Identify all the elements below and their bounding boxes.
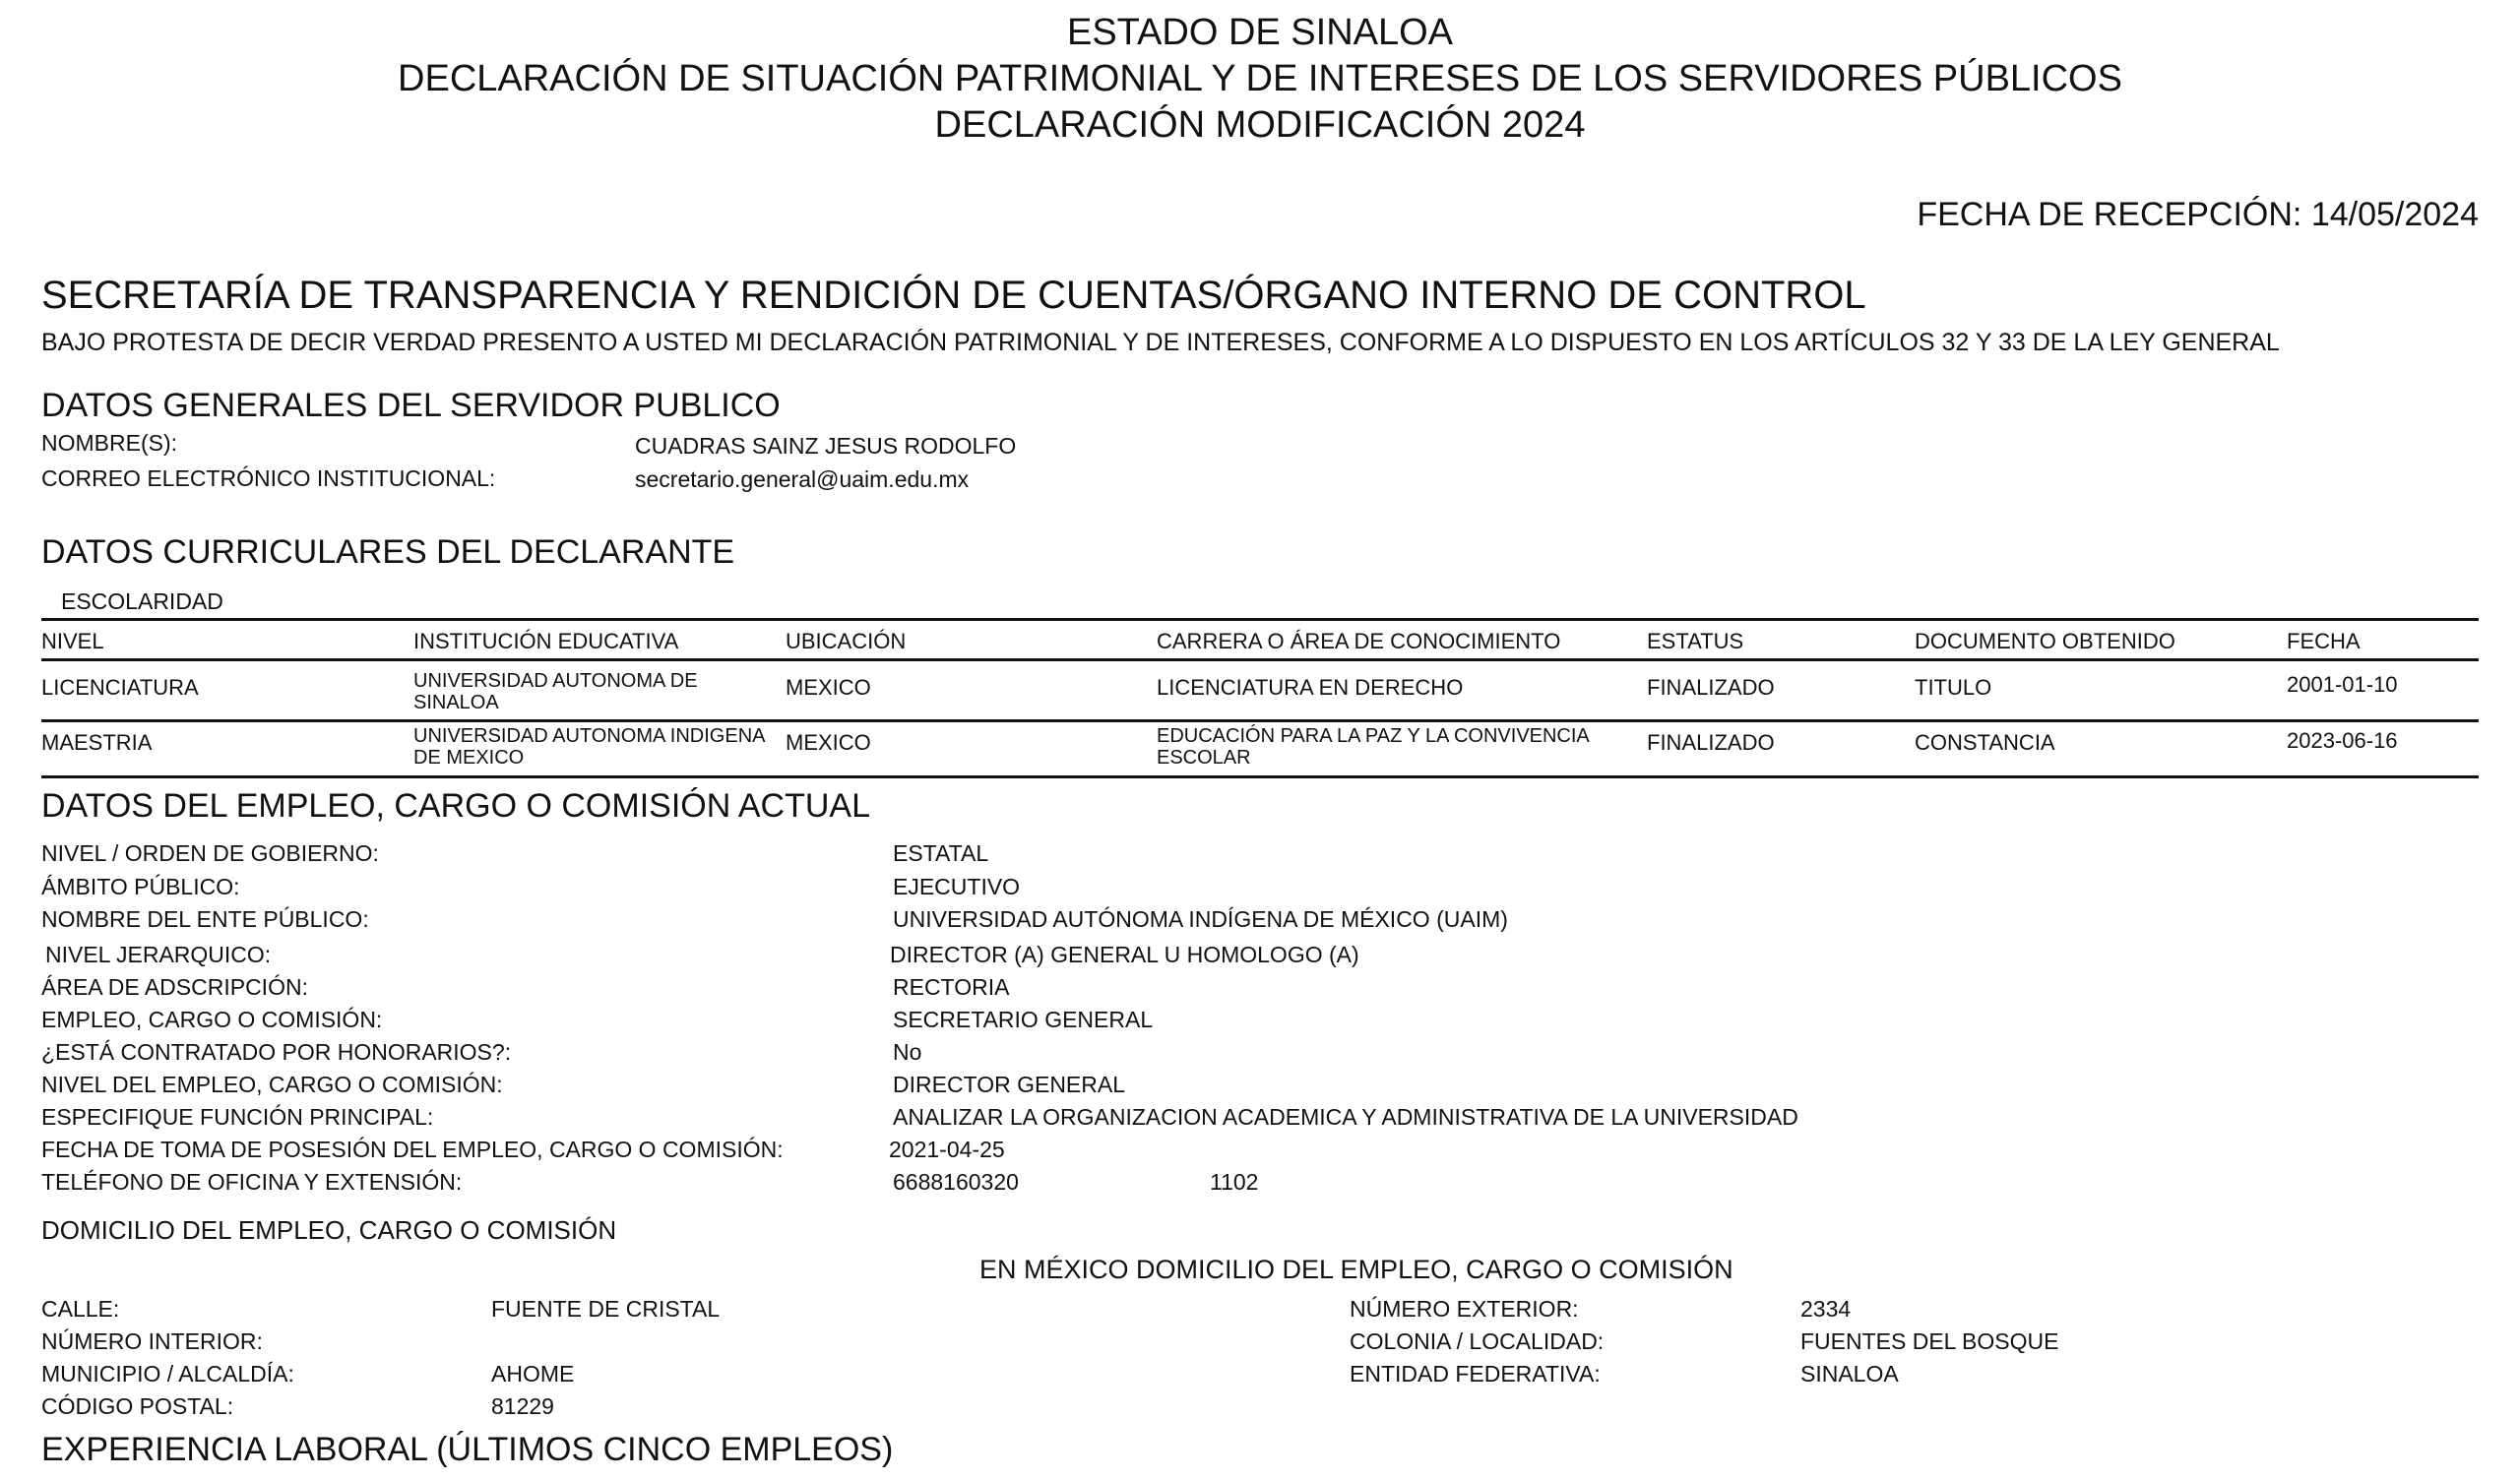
entity-name: SECRETARÍA DE TRANSPARENCIA Y RENDICIÓN DE CUENTAS/ÓRGANO INTERNO DE CONTROL: [41, 274, 1866, 317]
assignment-area-value: RECTORIA: [893, 974, 1010, 1000]
federal-entity-label: ENTIDAD FEDERATIVA:: [1350, 1361, 1601, 1387]
public-entity-label: NOMBRE DEL ENTE PÚBLICO:: [41, 906, 369, 932]
exterior-number-value: 2334: [1800, 1296, 1852, 1322]
office-phone-value: 6688160320: [893, 1169, 1019, 1195]
column-header-date: FECHA: [2287, 629, 2361, 653]
main-function-value: ANALIZAR LA ORGANIZACION ACADEMICA Y ADMINISTRATIVA DE LA UNIVERSIDAD: [893, 1104, 1798, 1130]
column-header-level: NIVEL: [41, 629, 104, 653]
government-level-label: NIVEL / ORDEN DE GOBIERNO:: [41, 840, 379, 866]
postal-code-value: 81229: [491, 1393, 554, 1419]
phone-extension-value: 1102: [1210, 1169, 1259, 1195]
colony-value: FUENTES DEL BOSQUE: [1800, 1328, 2059, 1354]
address-subheading: EN MÉXICO DOMICILIO DEL EMPLEO, CARGO O COMISIÓN: [979, 1255, 1733, 1284]
column-header-document: DOCUMENTO OBTENIDO: [1915, 629, 2175, 653]
office-phone-label: TELÉFONO DE OFICINA Y EXTENSIÓN:: [41, 1169, 463, 1195]
row-institution: UNIVERSIDAD AUTONOMA INDIGENA DE MEXICO: [413, 725, 765, 769]
government-level-value: ESTATAL: [893, 840, 989, 866]
curricular-heading: DATOS CURRICULARES DEL DECLARANTE: [41, 533, 735, 571]
schooling-subheading: ESCOLARIDAD: [61, 588, 223, 614]
column-header-career: CARRERA O ÁREA DE CONOCIMIENTO: [1157, 629, 1561, 653]
exterior-number-label: NÚMERO EXTERIOR:: [1350, 1296, 1579, 1322]
address-heading: DOMICILIO DEL EMPLEO, CARGO O COMISIÓN: [41, 1215, 617, 1245]
row-date: 2023-06-16: [2287, 728, 2398, 753]
name-label: NOMBRE(S):: [41, 430, 177, 456]
row-level: LICENCIATURA: [41, 675, 199, 700]
row-location: MEXICO: [786, 730, 871, 755]
row-document: TITULO: [1915, 675, 1992, 700]
row-status: FINALIZADO: [1647, 730, 1775, 755]
declaration-title: DECLARACIÓN DE SITUACIÓN PATRIMONIAL Y DE INTERESES DE LOS SERVIDORES PÚBLICOS: [398, 58, 2122, 99]
column-header-status: ESTATUS: [1647, 629, 1744, 653]
row-career: LICENCIATURA EN DERECHO: [1157, 675, 1464, 700]
table-top-rule: [41, 618, 2479, 621]
state-title: ESTADO DE SINALOA: [1066, 12, 1454, 53]
municipality-value: AHOME: [491, 1361, 575, 1387]
start-date-label: FECHA DE TOMA DE POSESIÓN DEL EMPLEO, CARGO O COMISIÓN:: [41, 1137, 784, 1162]
reception-date: FECHA DE RECEPCIÓN: 14/05/2024: [1917, 196, 2479, 233]
employment-heading: DATOS DEL EMPLEO, CARGO O COMISIÓN ACTUAL: [41, 787, 870, 825]
declaration-type: DECLARACIÓN MODIFICACIÓN 2024: [934, 104, 1586, 146]
position-level-value: DIRECTOR GENERAL: [893, 1072, 1126, 1097]
hierarchy-level-label: NIVEL JERARQUICO:: [45, 942, 272, 967]
postal-code-label: CÓDIGO POSTAL:: [41, 1393, 234, 1419]
column-header-location: UBICACIÓN: [786, 629, 907, 653]
start-date-value: 2021-04-25: [889, 1137, 1005, 1162]
table-row-rule: [41, 719, 2479, 722]
position-level-label: NIVEL DEL EMPLEO, CARGO O COMISIÓN:: [41, 1072, 503, 1097]
general-data-heading: DATOS GENERALES DEL SERVIDOR PUBLICO: [41, 387, 781, 424]
street-value: FUENTE DE CRISTAL: [491, 1296, 721, 1322]
federal-entity-value: SINALOA: [1800, 1361, 1899, 1387]
row-location: MEXICO: [786, 675, 871, 700]
row-level: MAESTRIA: [41, 730, 153, 755]
column-header-institution: INSTITUCIÓN EDUCATIVA: [413, 629, 679, 653]
interior-number-label: NÚMERO INTERIOR:: [41, 1328, 263, 1354]
email-value: secretario.general@uaim.edu.mx: [635, 466, 970, 492]
public-entity-value: UNIVERSIDAD AUTÓNOMA INDÍGENA DE MÉXICO (UAIM): [893, 906, 1508, 932]
fees-contract-label: ¿ESTÁ CONTRATADO POR HONORARIOS?:: [41, 1039, 512, 1065]
name-value: CUADRAS SAINZ JESUS RODOLFO: [635, 433, 1017, 459]
row-date: 2001-01-10: [2287, 672, 2398, 697]
row-status: FINALIZADO: [1647, 675, 1775, 700]
position-label: EMPLEO, CARGO O COMISIÓN:: [41, 1007, 383, 1032]
table-header-rule: [41, 658, 2479, 661]
public-scope-value: EJECUTIVO: [893, 874, 1021, 899]
row-document: CONSTANCIA: [1915, 730, 2055, 755]
table-bottom-rule: [41, 775, 2479, 778]
protest-statement: BAJO PROTESTA DE DECIR VERDAD PRESENTO A USTED MI DECLARACIÓN PATRIMONIAL Y DE INTERESES, CONFORME A LO DISPUESTO EN LOS ARTÍCULOS 32 Y 33 DE LA LEY GENERAL: [41, 329, 2280, 356]
row-career: EDUCACIÓN PARA LA PAZ Y LA CONVIVENCIA ESCOLAR: [1157, 725, 1589, 769]
street-label: CALLE:: [41, 1296, 120, 1322]
fees-contract-value: No: [893, 1039, 922, 1065]
colony-label: COLONIA / LOCALIDAD:: [1350, 1328, 1605, 1354]
assignment-area-label: ÁREA DE ADSCRIPCIÓN:: [41, 974, 308, 1000]
work-experience-heading: EXPERIENCIA LABORAL (ÚLTIMOS CINCO EMPLEOS): [41, 1431, 894, 1468]
email-label: CORREO ELECTRÓNICO INSTITUCIONAL:: [41, 465, 496, 491]
position-value: SECRETARIO GENERAL: [893, 1007, 1154, 1032]
municipality-label: MUNICIPIO / ALCALDÍA:: [41, 1361, 294, 1387]
main-function-label: ESPECIFIQUE FUNCIÓN PRINCIPAL:: [41, 1104, 434, 1130]
row-institution: UNIVERSIDAD AUTONOMA DE SINALOA: [413, 670, 698, 713]
hierarchy-level-value: DIRECTOR (A) GENERAL U HOMOLOGO (A): [890, 942, 1359, 967]
public-scope-label: ÁMBITO PÚBLICO:: [41, 874, 240, 899]
